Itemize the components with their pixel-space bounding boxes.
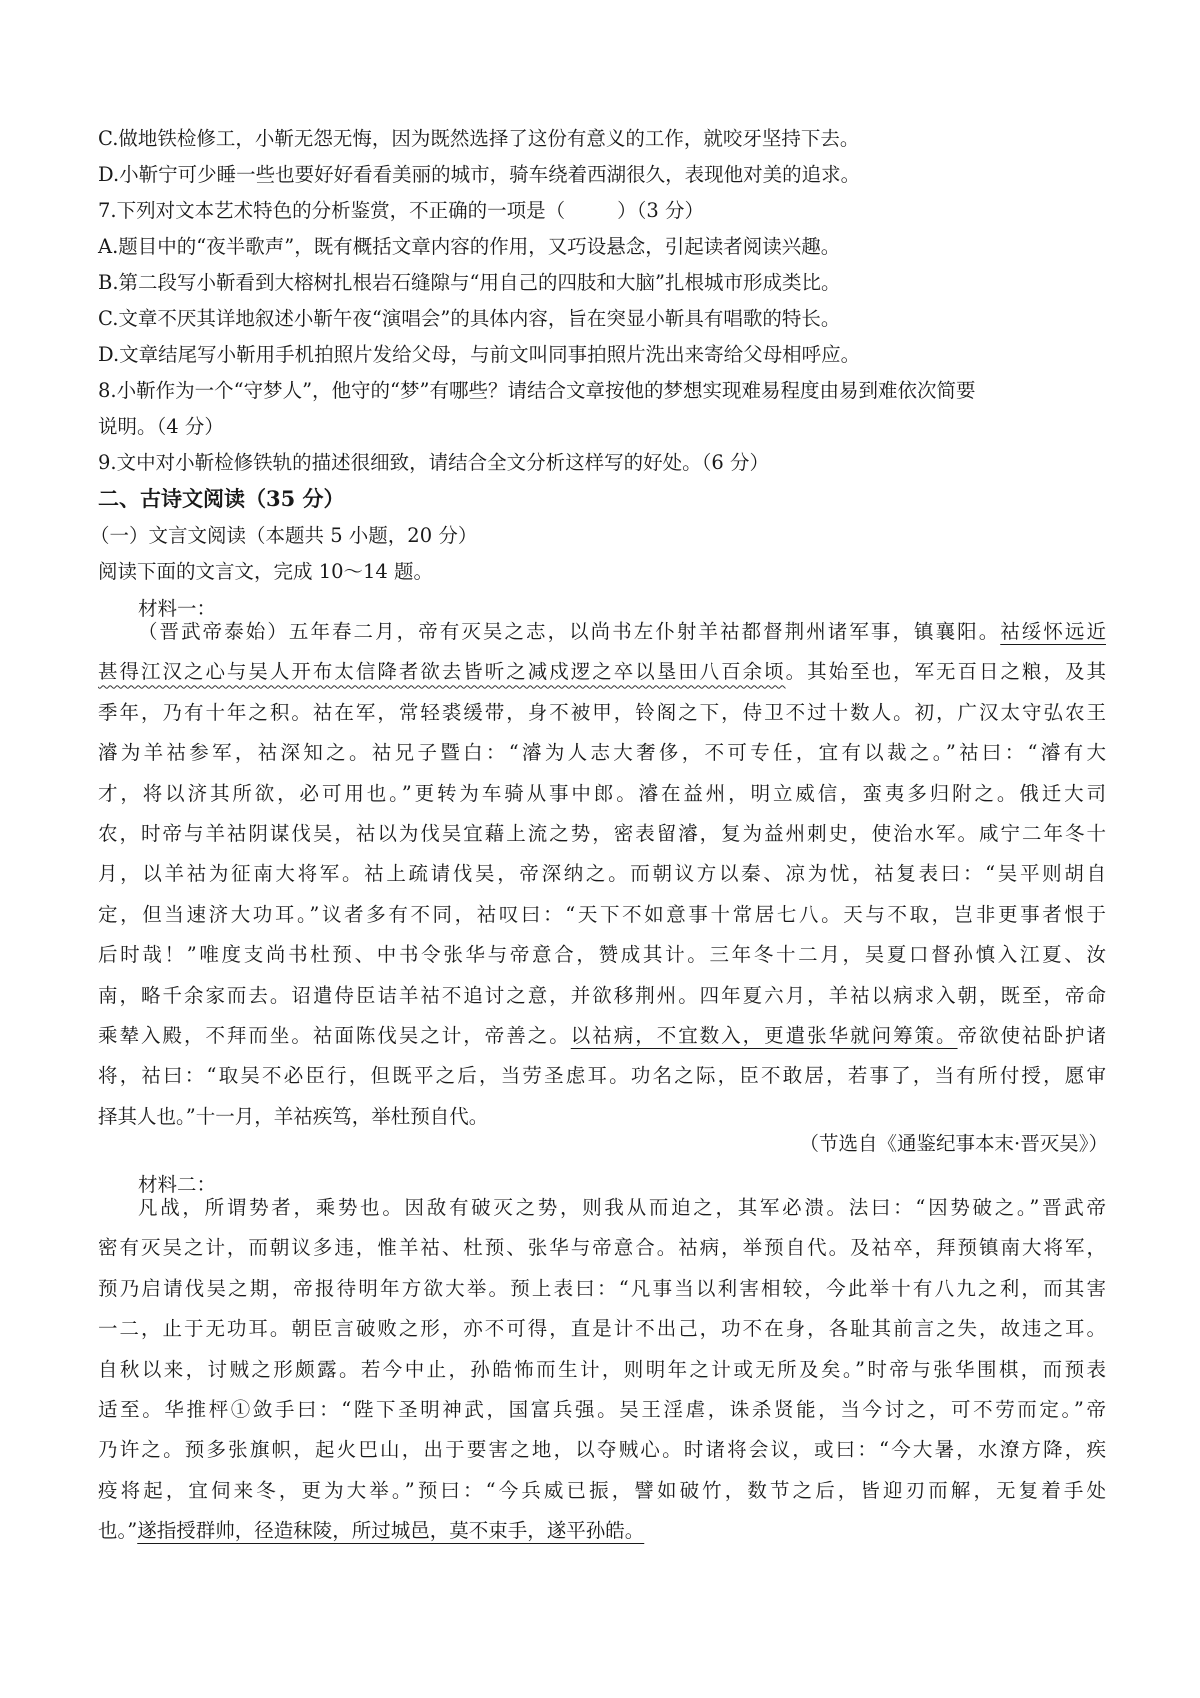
text-line: 预乃启请伐吴之期，帝报待明年方欲大举。预上表曰：“凡事当以利害相较，今此举十有八九之利，而其害 bbox=[98, 1276, 1106, 1300]
text-segment: 。其始至也，军无百日之粮，及其 bbox=[785, 660, 1106, 684]
text-segment: 乘辇入殿，不拜而坐。祜面陈伐吴之计，帝善之。 bbox=[98, 1023, 571, 1047]
text-line: 疫将起，宜伺来冬，更为大举。”预曰：“今兵威已振，譬如破竹，数节之后，皆迎刃而解，无复着手处 bbox=[98, 1478, 1106, 1502]
text-line bbox=[98, 1511, 1106, 1551]
q8-line-2: 说明。（4 分） bbox=[98, 415, 224, 438]
text-line bbox=[98, 612, 1106, 652]
q7-stem-text: 7.下列对文本艺术特色的分析鉴赏，不正确的一项是（ bbox=[98, 199, 566, 222]
underlined-segment: 遂指授群帅，径造秣陵，所过城邑，莫不束手，遂平孙皓。 bbox=[137, 1519, 645, 1543]
text-line: 南，略千余家而去。诏遣侍臣诘羊祜不追讨之意，并欲移荆州。四年夏六月，羊祜以病求入朝，既至，帝命 bbox=[98, 983, 1106, 1007]
q8-line-1: 8.小靳作为一个“守梦人”，他守的“梦”有哪些？请结合文章按他的梦想实现难易程度由易到难依次简要 bbox=[98, 379, 976, 402]
text-line: 后时哉！”唯度支尚书杜预、中书令张华与帝意合，赞成其计。三年冬十二月，吴夏口督孙慎入江夏、汝 bbox=[98, 943, 1106, 967]
text-line: 月，以羊祜为征南大将军。祜上疏请伐吴，帝深纳之。而朝议方以秦、凉为忧，祜复表曰：“吴平则胡自 bbox=[98, 862, 1106, 886]
underlined-segment: 以祜病，不宜数入，更遣张华就问筹策。 bbox=[570, 1023, 958, 1047]
reading-instruction: 阅读下面的文言文，完成 10～14 题。 bbox=[98, 560, 434, 583]
material-1-body bbox=[98, 612, 1106, 1137]
text-line: 将，祜曰：“取吴不必臣行，但既平之后，当劳圣虑耳。功名之际，臣不敢居，若事了，当有所付授，愿审 bbox=[98, 1064, 1106, 1088]
text-line: 季年，乃有十年之积。祜在军，常轻裘缓带，身不被甲，铃阁之下，侍卫不过十数人。初，广汉太守弘农王 bbox=[98, 700, 1106, 724]
underlined-segment: 祜绥怀远近 bbox=[1000, 620, 1106, 643]
q7-option-a: A.题目中的“夜半歌声”，既有概括文章内容的作用，又巧设悬念，引起读者阅读兴趣。 bbox=[98, 235, 841, 258]
q6-option-d: D.小靳宁可少睡一些也要好好看看美丽的城市，骑车绕着西湖很久，表现他对美的追求。 bbox=[98, 163, 861, 186]
q7-stem-score: ）（3 分） bbox=[617, 199, 704, 222]
text-line: 一二，止于无功耳。朝臣言破败之形，亦不可得，直是计不出己，功不在身，各耻其前言之失，故违之耳。 bbox=[98, 1317, 1106, 1341]
q9: 9.文中对小靳检修铁轨的描述很细致，请结合全文分析这样写的好处。（6 分） bbox=[98, 451, 769, 474]
text-line: 择其人也。”十一月，羊祜疾笃，举杜预自代。 bbox=[98, 1104, 489, 1128]
text-line: 密有灭吴之计，而朝议多违，惟羊祜、杜预、张华与帝意合。祜病，举预自代。及祜卒，拜预镇南大将军， bbox=[98, 1236, 1106, 1260]
text-line: 濬为羊祜参军，祜深知之。祜兄子暨白：“濬为人志大奢侈，不可专任，宜有以裁之。”祜曰：“濬有大 bbox=[98, 741, 1106, 765]
text-line bbox=[98, 1016, 1106, 1056]
text-line: 凡战，所谓势者，乘势也。因敌有破灭之势，则我从而迫之，其军必溃。法曰：“因势破之。”晋武帝 bbox=[138, 1196, 1106, 1219]
text-line: 自秋以来，讨贼之形颇露。若今中止，孙皓怖而生计，则明年之计或无所及矣。”时帝与张华围棋，而预表 bbox=[98, 1357, 1106, 1381]
q7-option-b: B.第二段写小靳看到大榕树扎根岩石缝隙与“用自己的四肢和大脑”扎根城市形成类比。 bbox=[98, 271, 841, 294]
subsection-heading: （一）文言文阅读（本题共 5 小题，20 分） bbox=[90, 524, 478, 547]
material-1-source: （节选自《通鉴纪事本末·晋灭吴》） bbox=[799, 1132, 1108, 1155]
text-segment: （晋武帝泰始）五年春二月，帝有灭吴之志，以尚书左仆射羊祜都督荆州诸军事，镇襄阳。 bbox=[138, 620, 1001, 643]
text-segment: 帝欲使祜卧护诸 bbox=[957, 1023, 1106, 1047]
section-heading: 二、古诗文阅读（35 分） bbox=[98, 486, 345, 511]
q7-stem bbox=[98, 198, 1108, 224]
text-line: 才，将以济其所欲，必可用也。”更转为车骑从事中郎。濬在益州，明立威信，蛮夷多归附之。俄迁大司 bbox=[98, 781, 1106, 805]
material-2-label: 材料二： bbox=[138, 1173, 217, 1196]
text-line: 定，但当速济大功耳。”议者多有不同，祜叹曰：“天下不如意事十常居七八。天与不取，岂非更事者恨于 bbox=[98, 902, 1106, 926]
text-segment: 也。” bbox=[98, 1519, 138, 1543]
wavy-underlined-segment: 甚得江汉之心与吴人开布太信降者欲去皆听之减戍逻之卒以垦田八百余顷 bbox=[98, 660, 786, 684]
text-line: 乃许之。预多张旗帜，起火巴山，出于要害之地，以夺贼心。时诸将会议，或曰：“今大暑，水潦方降，疾 bbox=[98, 1438, 1106, 1462]
q7-option-d: D.文章结尾写小靳用手机拍照片发给父母，与前文叫同事拍照片洗出来寄给父母相呼应。 bbox=[98, 343, 861, 366]
q7-option-c: C.文章不厌其详地叙述小靳午夜“演唱会”的具体内容，旨在突显小靳具有唱歌的特长。 bbox=[98, 307, 841, 330]
text-line bbox=[98, 652, 1106, 692]
text-line: 适至。华推枰①敛手曰：“陛下圣明神武，国富兵强。吴王淫虐，诛杀贤能，当今讨之，可不劳而定。”帝 bbox=[98, 1397, 1106, 1421]
q6-option-c: C.做地铁检修工，小靳无怨无悔，因为既然选择了这份有意义的工作，就咬牙坚持下去。 bbox=[98, 127, 860, 150]
material-1-label: 材料一： bbox=[138, 597, 217, 620]
material-2-body bbox=[98, 1188, 1106, 1552]
text-line: 农，时帝与羊祜阴谋伐吴，祜以为伐吴宜藉上流之势，密表留濬，复为益州刺史，使治水军。咸宁二年冬十 bbox=[98, 821, 1106, 845]
